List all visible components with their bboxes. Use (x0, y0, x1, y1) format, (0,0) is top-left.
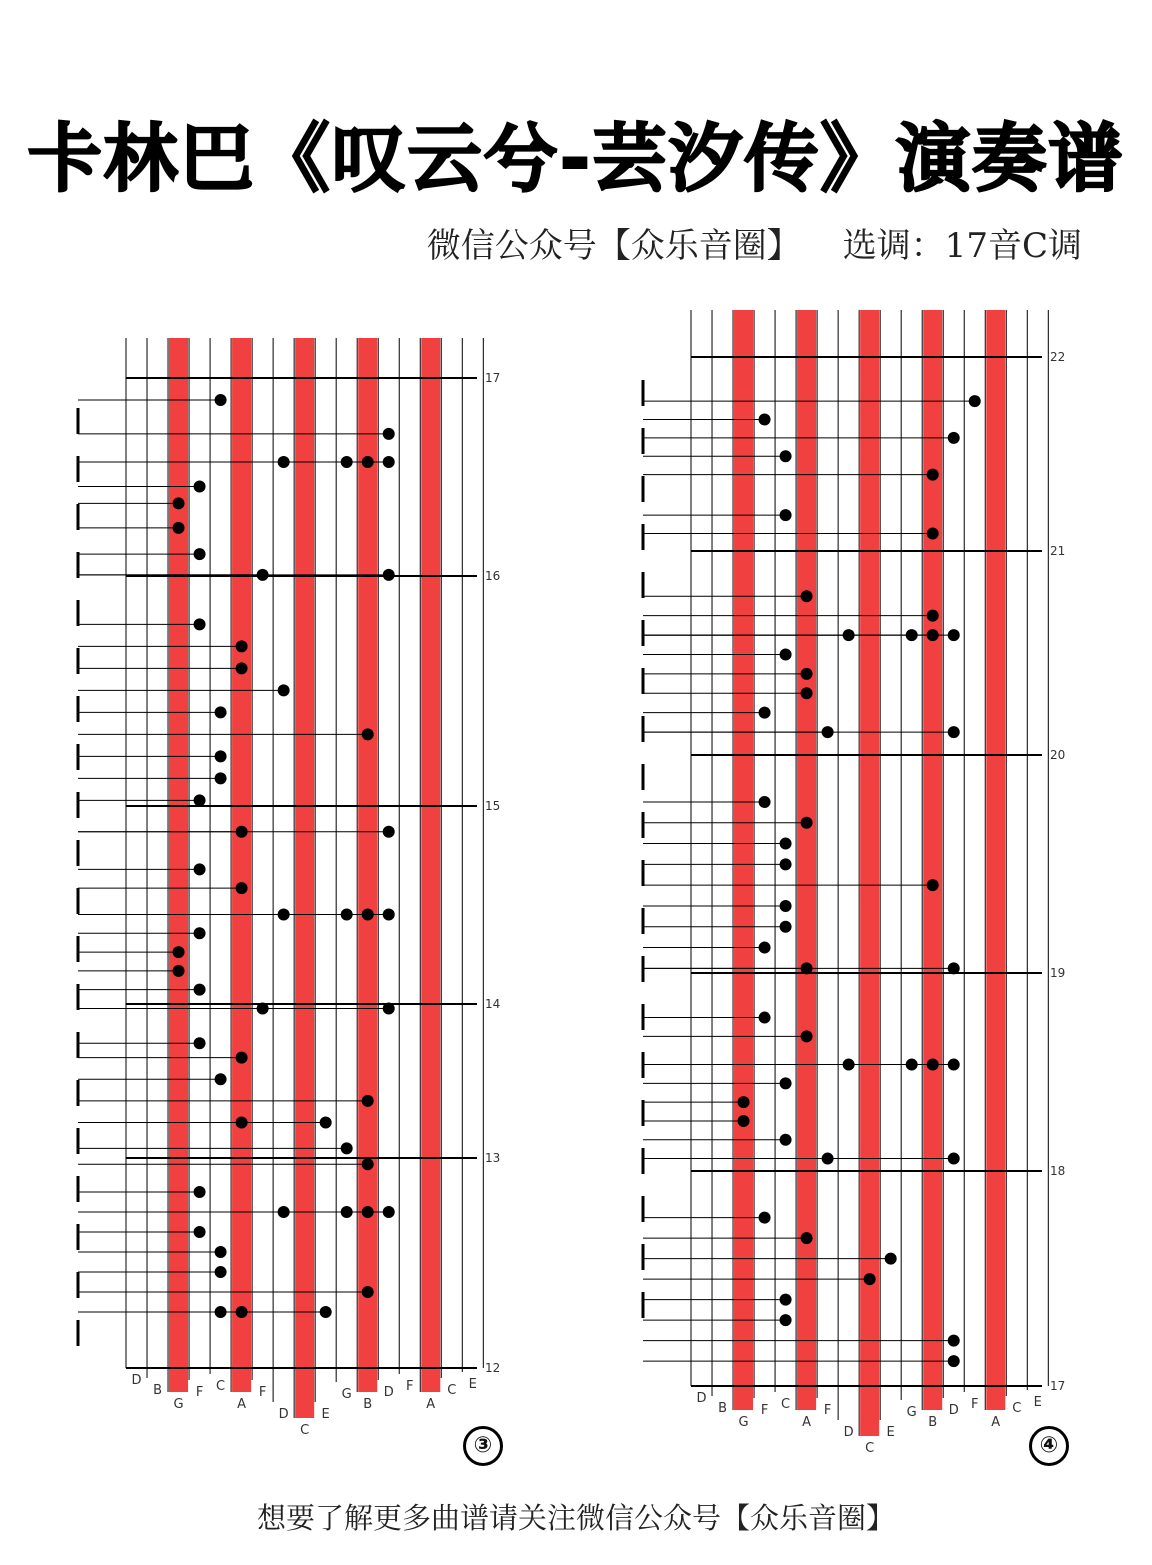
tine-label: F (258, 1385, 267, 1400)
tine-label: D (948, 1403, 959, 1418)
tine-label: B (928, 1415, 938, 1430)
tine-label: G (906, 1405, 917, 1420)
tine-label: C (1012, 1401, 1022, 1416)
note-dot (383, 456, 395, 468)
note-dot (215, 706, 227, 718)
note-dot (780, 1314, 792, 1326)
note-dot (927, 469, 939, 481)
note-dot (194, 1186, 206, 1198)
note-dot (278, 684, 290, 696)
measure-number: 17 (1050, 1379, 1066, 1393)
note-dot (948, 432, 960, 444)
measure-number: 19 (1050, 966, 1066, 980)
note-dot (236, 640, 248, 652)
tine-label: C (447, 1383, 457, 1398)
tine-label: D (131, 1373, 142, 1388)
note-dot (194, 618, 206, 630)
note-dot (215, 1073, 227, 1085)
note-dot (948, 1059, 960, 1071)
note-dot (801, 668, 813, 680)
note-dot (194, 480, 206, 492)
tine-label: D (383, 1385, 394, 1400)
tine-label: F (406, 1379, 414, 1394)
note-dot (738, 1096, 750, 1108)
tine-label: C (300, 1423, 310, 1438)
note-dot (780, 509, 792, 521)
note-dot (780, 921, 792, 933)
measure-number: 12 (485, 1361, 501, 1375)
note-dot (215, 1266, 227, 1278)
red-tine (295, 338, 314, 1418)
note-dot (236, 1052, 248, 1064)
note-dot (194, 927, 206, 939)
note-dot (948, 1153, 960, 1165)
tine-label: A (426, 1397, 436, 1412)
tine-label: B (363, 1397, 373, 1412)
note-dot (383, 908, 395, 920)
note-dot (780, 838, 792, 850)
note-dot (194, 1226, 206, 1238)
note-dot (780, 648, 792, 660)
note-dot (927, 528, 939, 540)
tine-label: D (696, 1391, 707, 1406)
red-tine (986, 310, 1005, 1410)
measure-number: 20 (1050, 748, 1066, 762)
note-dot (780, 1134, 792, 1146)
tine-label: B (153, 1383, 162, 1398)
note-dot (173, 522, 185, 534)
note-dot (236, 882, 248, 894)
measure-number: 22 (1050, 350, 1066, 364)
note-dot (759, 413, 771, 425)
account-text: 微信公众号【众乐音圈】 (426, 226, 801, 266)
measure-number: 14 (485, 997, 501, 1011)
note-dot (738, 1115, 750, 1127)
note-dot (383, 826, 395, 838)
tine-label: F (195, 1385, 204, 1400)
tine-label: G (738, 1415, 749, 1430)
red-tine (232, 338, 251, 1392)
measure-number: 15 (485, 799, 501, 813)
note-dot (948, 1335, 960, 1347)
note-dot (341, 1142, 353, 1154)
note-dot (801, 590, 813, 602)
tine-label: G (341, 1387, 352, 1402)
red-tine (169, 338, 188, 1392)
note-dot (215, 1246, 227, 1258)
red-tine (358, 338, 377, 1392)
tine-label: F (760, 1403, 769, 1418)
note-dot (383, 1206, 395, 1218)
key-text: 选调：17音C调 (842, 226, 1082, 266)
note-dot (383, 428, 395, 440)
measure-number: 18 (1050, 1164, 1066, 1178)
note-dot (948, 962, 960, 974)
tine-label: A (237, 1397, 247, 1412)
note-dot (194, 794, 206, 806)
note-dot (362, 1158, 374, 1170)
measure-number: 21 (1050, 544, 1066, 558)
tine-label: A (802, 1415, 812, 1430)
note-dot (173, 946, 185, 958)
page-number-3: ③ (463, 1426, 503, 1466)
tine-label: C (216, 1379, 226, 1394)
note-dot (780, 1294, 792, 1306)
note-dot (383, 569, 395, 581)
footer-text: 想要了解更多曲谱请关注微信公众号【众乐音圈】 (256, 1501, 895, 1535)
note-dot (173, 497, 185, 509)
note-dot (215, 772, 227, 784)
note-dot (801, 687, 813, 699)
note-dot (780, 858, 792, 870)
note-dot (927, 879, 939, 891)
note-dot (173, 965, 185, 977)
measure-number: 17 (485, 371, 501, 385)
page-number-4: ④ (1029, 1426, 1069, 1466)
note-dot (383, 1002, 395, 1014)
measure-number: 16 (485, 569, 501, 583)
tine-label: F (823, 1403, 832, 1418)
note-dot (759, 1212, 771, 1224)
note-dot (194, 1037, 206, 1049)
tine-label: E (886, 1425, 895, 1440)
note-dot (194, 548, 206, 560)
note-dot (320, 1306, 332, 1318)
tine-label: E (321, 1407, 330, 1422)
note-dot (194, 863, 206, 875)
tine-label: F (971, 1397, 979, 1412)
tine-label: D (843, 1425, 854, 1440)
note-dot (759, 1012, 771, 1024)
note-dot (362, 1095, 374, 1107)
tine-label: E (1033, 1395, 1042, 1410)
note-dot (948, 629, 960, 641)
page-title: 卡林巴《叹云兮-芸汐传》演奏谱 (27, 116, 1125, 202)
note-dot (780, 900, 792, 912)
measure-number: 13 (485, 1151, 501, 1165)
note-dot (362, 1286, 374, 1298)
note-dot (215, 394, 227, 406)
red-tine (860, 310, 879, 1436)
note-dot (885, 1253, 897, 1265)
note-dot (801, 817, 813, 829)
tine-label: G (173, 1397, 184, 1412)
note-dot (801, 1232, 813, 1244)
note-dot (362, 728, 374, 740)
note-dot (864, 1273, 876, 1285)
tine-label: C (781, 1397, 791, 1412)
note-dot (927, 610, 939, 622)
note-dot (759, 942, 771, 954)
note-dot (320, 1116, 332, 1128)
tine-label: D (278, 1407, 289, 1422)
note-dot (969, 395, 981, 407)
note-dot (215, 750, 227, 762)
note-dot (236, 662, 248, 674)
note-dot (780, 450, 792, 462)
note-dot (759, 796, 771, 808)
note-dot (801, 1030, 813, 1042)
tine-label: C (865, 1441, 875, 1456)
note-dot (194, 984, 206, 996)
tine-label: B (718, 1401, 727, 1416)
note-dot (948, 1355, 960, 1367)
tine-label: E (468, 1377, 477, 1392)
note-dot (759, 707, 771, 719)
note-dot (780, 1077, 792, 1089)
red-tine (421, 338, 440, 1392)
tine-label: A (991, 1415, 1001, 1430)
note-dot (948, 726, 960, 738)
